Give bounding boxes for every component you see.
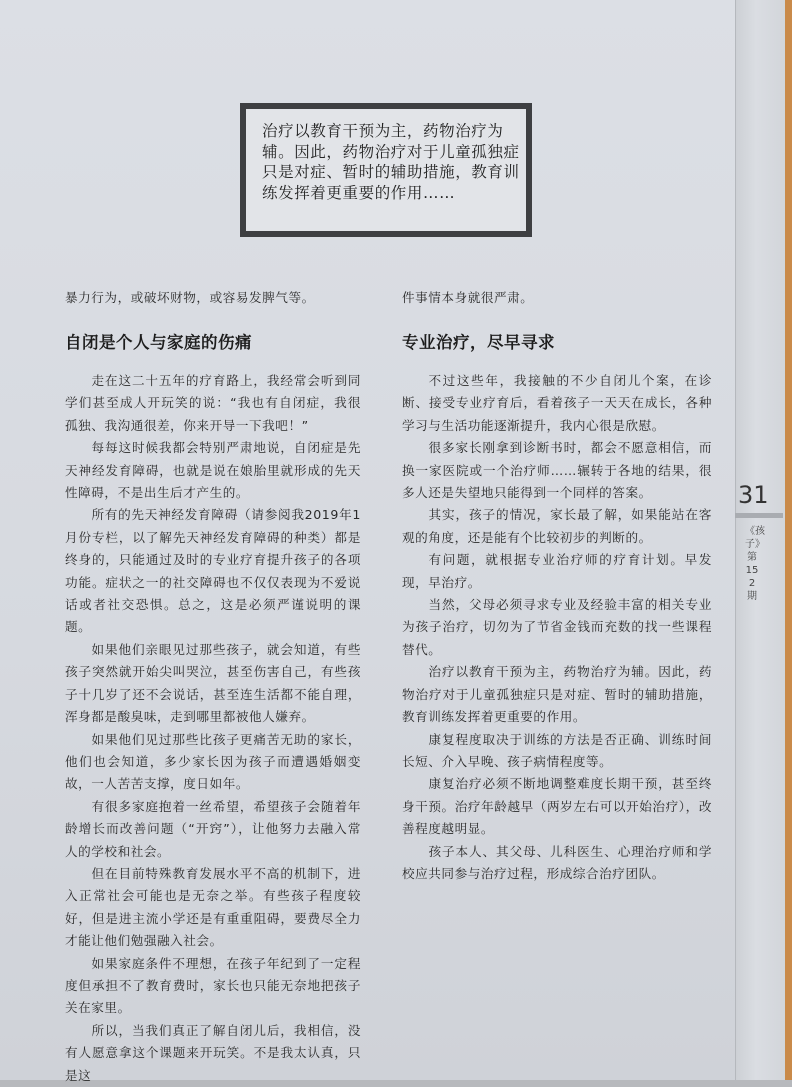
left-column-body (65, 370, 361, 1087)
paragraph: 有很多家庭抱着一丝希望，希望孩子会随着年龄增长而改善问题（“开窍”），让他努力去融入常人的学校和社会。 (65, 798, 361, 859)
paragraph: 如果他们亲眼见过那些孩子，就会知道，有些孩子突然就开始尖叫哭泣，甚至伤害自己，有些孩子十几岁了还不会说话，甚至连生活都不能自理，浑身都是酸臭味，走到哪里都被他人嫌弃。 (65, 641, 361, 725)
section-heading-right: 专业治疗，尽早寻求 (402, 333, 555, 352)
paragraph: 如果他们见过那些比孩子更痛苦无助的家长，他们也会知道，多少家长因为孩子而遭遇婚姻变故，一人苦苦支撑，度日如年。 (65, 731, 361, 792)
table-surface (785, 0, 792, 1080)
lead-in-text: 暴力行为，或破坏财物，或容易发脾气等。 (65, 290, 315, 305)
section-heading-left: 自闭是个人与家庭的伤痛 (65, 333, 252, 352)
paragraph: 如果家庭条件不理想，在孩子年纪到了一定程度但承担不了教育费时，家长也只能无奈地把孩子关在家里。 (65, 955, 361, 1016)
paragraph: 其实，孩子的情况，家长最了解，如果能站在客观的角度，还是能有个比较初步的判断的。 (402, 507, 712, 545)
pull-quote-box (240, 103, 532, 237)
page-number-bar (735, 513, 783, 518)
pull-quote-text: 治疗以教育干预为主，药物治疗为辅。因此，药物治疗对于儿童孤独症只是对症、暂时的辅助措施，教育训练发挥着更重要的作用…… (262, 122, 520, 202)
right-lead-in (402, 287, 698, 309)
paragraph: 康复治疗必须不断地调整难度长期干预，甚至终身干预。治疗年龄越早（两岁左右可以开始治疗），改善程度越明显。 (402, 776, 712, 837)
paragraph: 走在这二十五年的疗育路上，我经常会听到同学们甚至成人开玩笑的说：“我也有自闭症，我很孤独、我沟通很差，你来开导一下我吧！” (65, 373, 361, 433)
paragraph: 孩子本人、其父母、儿科医生、心理治疗师和学校应共同参与治疗过程，形成综合治疗团队。 (402, 843, 712, 881)
paragraph: 当然，父母必须寻求专业及经验丰富的相关专业为孩子治疗，切勿为了节省金钱而充数的找一些课程替代。 (402, 597, 712, 657)
paragraph: 治疗以教育干预为主，药物治疗为辅。因此，药物治疗对于儿童孤独症只是对症、暂时的辅助措施，教育训练发挥着更重要的作用。 (402, 664, 712, 725)
paragraph: 所有的先天神经发育障碍（请参阅我2019年1月份专栏，以了解先天神经发育障碍的种类）都是终身的，只能通过及时的专业疗育提升孩子的各项功能。症状之一的社交障碍也不仅仅表现为不爱说话或者社交恐惧。总之，这是必须严谨说明的课题。 (65, 507, 361, 635)
paragraph: 康复程度取决于训练的方法是否正确、训练时间长短、介入早晚、孩子病情程度等。 (402, 731, 712, 769)
right-column-body (402, 370, 712, 885)
left-lead-in (65, 287, 361, 309)
page-number: 31 (738, 481, 769, 509)
paragraph: 所以，当我们真正了解自闭儿后，我相信，没有人愿意拿这个课题来开玩笑。不是我太认真，只是这 (65, 1022, 361, 1083)
paragraph: 每每这时候我都会特别严肃地说，自闭症是先天神经发育障碍，也就是说在娘胎里就形成的先天性障碍，不是出生后才产生的。 (65, 440, 361, 501)
paragraph: 不过这些年，我接触的不少自闭儿个案，在诊断、接受专业疗育后，看着孩子一天天在成长，各种学习与生活功能逐渐提升，我内心很是欣慰。 (402, 373, 712, 433)
paragraph: 有问题，就根据专业治疗师的疗育计划。早发现，早治疗。 (402, 552, 712, 590)
paragraph: 但在目前特殊教育发展水平不高的机制下，进入正常社会可能也是无奈之举。有些孩子程度较好，但是进主流小学还是有重重阻碍，要费尽全力才能让他们勉强融入社会。 (65, 865, 361, 949)
paragraph: 很多家长刚拿到诊断书时，都会不愿意相信，而换一家医院或一个治疗师……辗转于各地的结果，很多人还是失望地只能得到一个同样的答案。 (402, 440, 712, 501)
lead-in-text: 件事情本身就很严肃。 (402, 290, 534, 305)
issue-label: 《孩子》第152期 (745, 526, 765, 602)
